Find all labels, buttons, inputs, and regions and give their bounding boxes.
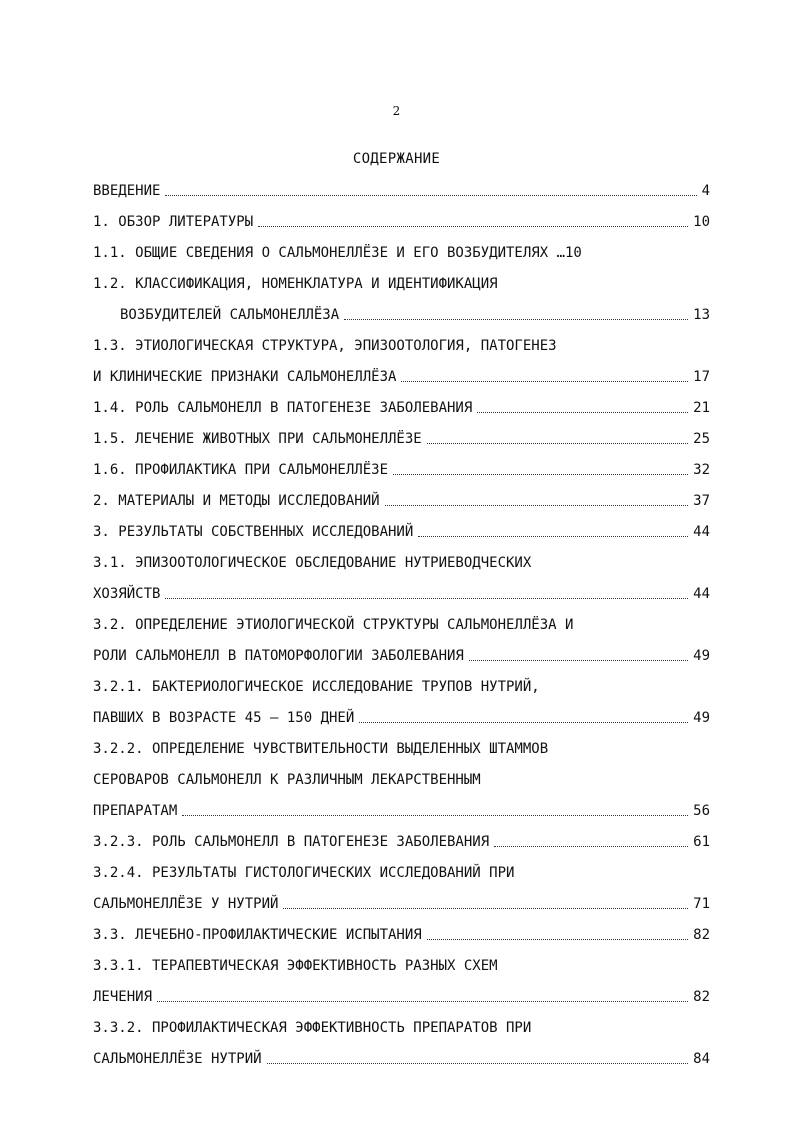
toc-leader-dots — [418, 535, 688, 537]
toc-entry-title: 3.2. ОПРЕДЕЛЕНИЕ ЭТИОЛОГИЧЕСКОЙ СТРУКТУРЫ САЛЬМОНЕЛЛЁЗА И — [93, 617, 574, 633]
toc-entry — [120, 304, 710, 326]
toc-entry-title: ЛЕЧЕНИЯ — [93, 989, 153, 1005]
toc-entry-title: ПАВШИХ В ВОЗРАСТЕ 45 – 150 ДНЕЙ — [93, 710, 355, 726]
toc-entry — [93, 583, 710, 605]
toc-leader-dots — [182, 814, 688, 816]
toc-leader-dots — [359, 721, 688, 723]
toc-leader-dots — [344, 318, 688, 320]
toc-leader-dots — [477, 411, 688, 413]
toc-entry — [93, 335, 710, 357]
toc-entry-page: 44 — [693, 586, 710, 602]
toc-entry-title: САЛЬМОНЕЛЛЁЗЕ НУТРИЙ — [93, 1051, 262, 1067]
toc-entry-page: 21 — [693, 400, 710, 416]
toc-entry-title: САЛЬМОНЕЛЛЁЗЕ У НУТРИЙ — [93, 896, 279, 912]
page-number: 2 — [392, 104, 401, 118]
toc-leader-dots — [157, 1000, 688, 1002]
toc-entry — [93, 552, 710, 574]
toc-leader-dots — [283, 907, 688, 909]
toc-entry — [93, 893, 710, 915]
toc-entry-page: 32 — [693, 462, 710, 478]
toc-entry — [93, 800, 710, 822]
toc-leader-dots — [427, 442, 688, 444]
toc-entry-title: 3.2.1. БАКТЕРИОЛОГИЧЕСКОЕ ИССЛЕДОВАНИЕ ТРУПОВ НУТРИЙ, — [93, 679, 540, 695]
toc-entry — [93, 397, 710, 419]
toc-entry-title: 1.6. ПРОФИЛАКТИКА ПРИ САЛЬМОНЕЛЛЁЗЕ — [93, 462, 389, 478]
toc-entry — [93, 1048, 710, 1070]
toc-entry-title: РОЛИ САЛЬМОНЕЛЛ В ПАТОМОРФОЛОГИИ ЗАБОЛЕВАНИЯ — [93, 648, 464, 664]
toc-entry — [93, 955, 710, 977]
toc-entry-page: 71 — [693, 896, 710, 912]
toc-leader-dots — [385, 504, 689, 506]
toc-entry-page: 13 — [693, 307, 710, 323]
toc-entry-title: И КЛИНИЧЕСКИЕ ПРИЗНАКИ САЛЬМОНЕЛЛЁЗА — [93, 369, 397, 385]
toc-entry-title: ВВЕДЕНИЕ — [93, 183, 161, 199]
toc-leader-dots — [469, 659, 688, 661]
toc-title: СОДЕРЖАНИЕ — [352, 151, 441, 167]
toc-entry — [93, 180, 710, 202]
toc-entry — [93, 862, 710, 884]
toc-entry-page: 84 — [693, 1051, 710, 1067]
toc-entry — [93, 676, 710, 698]
toc-leader-dots — [165, 194, 696, 196]
toc-entry — [93, 428, 710, 450]
toc-entry-page: 49 — [693, 710, 710, 726]
toc-entry-title: 1.4. РОЛЬ САЛЬМОНЕЛЛ В ПАТОГЕНЕЗЕ ЗАБОЛЕВАНИЯ — [93, 400, 473, 416]
toc-entry — [93, 738, 710, 760]
toc-entry — [93, 831, 710, 853]
toc-entry — [93, 521, 710, 543]
toc-entry-title: ВОЗБУДИТЕЛЕЙ САЛЬМОНЕЛЛЁЗА — [120, 307, 340, 323]
toc-entry-page: 17 — [693, 369, 710, 385]
toc-entry-title: 3. РЕЗУЛЬТАТЫ СОБСТВЕННЫХ ИССЛЕДОВАНИЙ — [93, 524, 414, 540]
toc-leader-dots — [258, 225, 688, 227]
toc-entry — [93, 1017, 710, 1039]
toc-entry-page: 82 — [693, 927, 710, 943]
toc-entry-title: СЕРОВАРОВ САЛЬМОНЕЛЛ К РАЗЛИЧНЫМ ЛЕКАРСТВЕННЫМ — [93, 772, 481, 788]
toc-entry-title: 3.3.1. ТЕРАПЕВТИЧЕСКАЯ ЭФФЕКТИВНОСТЬ РАЗНЫХ СХЕМ — [93, 958, 498, 974]
toc-entry-title: 3.2.2. ОПРЕДЕЛЕНИЕ ЧУВСТВИТЕЛЬНОСТИ ВЫДЕЛЕННЫХ ШТАММОВ — [93, 741, 549, 757]
toc-entry-title: 1.1. ОБЩИЕ СВЕДЕНИЯ О САЛЬМОНЕЛЛЁЗЕ И ЕГО ВОЗБУДИТЕЛЯХ …10 — [93, 245, 582, 261]
toc-entry-title: 2. МАТЕРИАЛЫ И МЕТОДЫ ИССЛЕДОВАНИЙ — [93, 493, 380, 509]
toc-entry — [93, 211, 710, 233]
toc-entry — [93, 645, 710, 667]
toc-entry — [93, 707, 710, 729]
toc-leader-dots — [427, 938, 688, 940]
toc-entry-page: 82 — [693, 989, 710, 1005]
toc-entry-page: 61 — [693, 834, 710, 850]
toc-entry-title: ПРЕПАРАТАМ — [93, 803, 178, 819]
toc-entry-title: 3.1. ЭПИЗООТОЛОГИЧЕСКОЕ ОБСЛЕДОВАНИЕ НУТРИЕВОДЧЕСКИХ — [93, 555, 532, 571]
toc-leader-dots — [393, 473, 688, 475]
toc-entry-title: 1.3. ЭТИОЛОГИЧЕСКАЯ СТРУКТУРА, ЭПИЗООТОЛОГИЯ, ПАТОГЕНЕЗ — [93, 338, 557, 354]
toc-entry-title: 3.2.4. РЕЗУЛЬТАТЫ ГИСТОЛОГИЧЕСКИХ ИССЛЕДОВАНИЙ ПРИ — [93, 865, 515, 881]
toc-entry — [93, 769, 710, 791]
toc-entry — [93, 986, 710, 1008]
toc-entry-page: 44 — [693, 524, 710, 540]
toc-entry-page: 4 — [701, 183, 710, 199]
toc-entry — [93, 273, 710, 295]
toc-entry-title: 3.3. ЛЕЧЕБНО-ПРОФИЛАКТИЧЕСКИЕ ИСПЫТАНИЯ — [93, 927, 422, 943]
toc-entry-title: 3.3.2. ПРОФИЛАКТИЧЕСКАЯ ЭФФЕКТИВНОСТЬ ПРЕПАРАТОВ ПРИ — [93, 1020, 532, 1036]
toc-entry — [93, 459, 710, 481]
toc-leader-dots — [267, 1062, 689, 1064]
toc-leader-dots — [494, 845, 688, 847]
toc-entry-title: 1.2. КЛАССИФИКАЦИЯ, НОМЕНКЛАТУРА И ИДЕНТИФИКАЦИЯ — [93, 276, 498, 292]
toc-entry-title: 1.5. ЛЕЧЕНИЕ ЖИВОТНЫХ ПРИ САЛЬМОНЕЛЛЁЗЕ — [93, 431, 422, 447]
toc-entry — [93, 242, 710, 264]
toc-entry — [93, 614, 710, 636]
toc-entry-page: 10 — [693, 214, 710, 230]
toc-entry-title: 1. ОБЗОР ЛИТЕРАТУРЫ — [93, 214, 254, 230]
toc-entry-page: 37 — [693, 493, 710, 509]
toc-entry — [93, 366, 710, 388]
toc-leader-dots — [401, 380, 688, 382]
toc-entry-title: 3.2.3. РОЛЬ САЛЬМОНЕЛЛ В ПАТОГЕНЕЗЕ ЗАБОЛЕВАНИЯ — [93, 834, 490, 850]
toc-entry — [93, 490, 710, 512]
toc-entry-page: 56 — [693, 803, 710, 819]
toc-entry — [93, 924, 710, 946]
toc-entry-page: 25 — [693, 431, 710, 447]
toc-leader-dots — [165, 597, 688, 599]
toc-entry-page: 49 — [693, 648, 710, 664]
toc-entry-title: ХОЗЯЙСТВ — [93, 586, 161, 602]
